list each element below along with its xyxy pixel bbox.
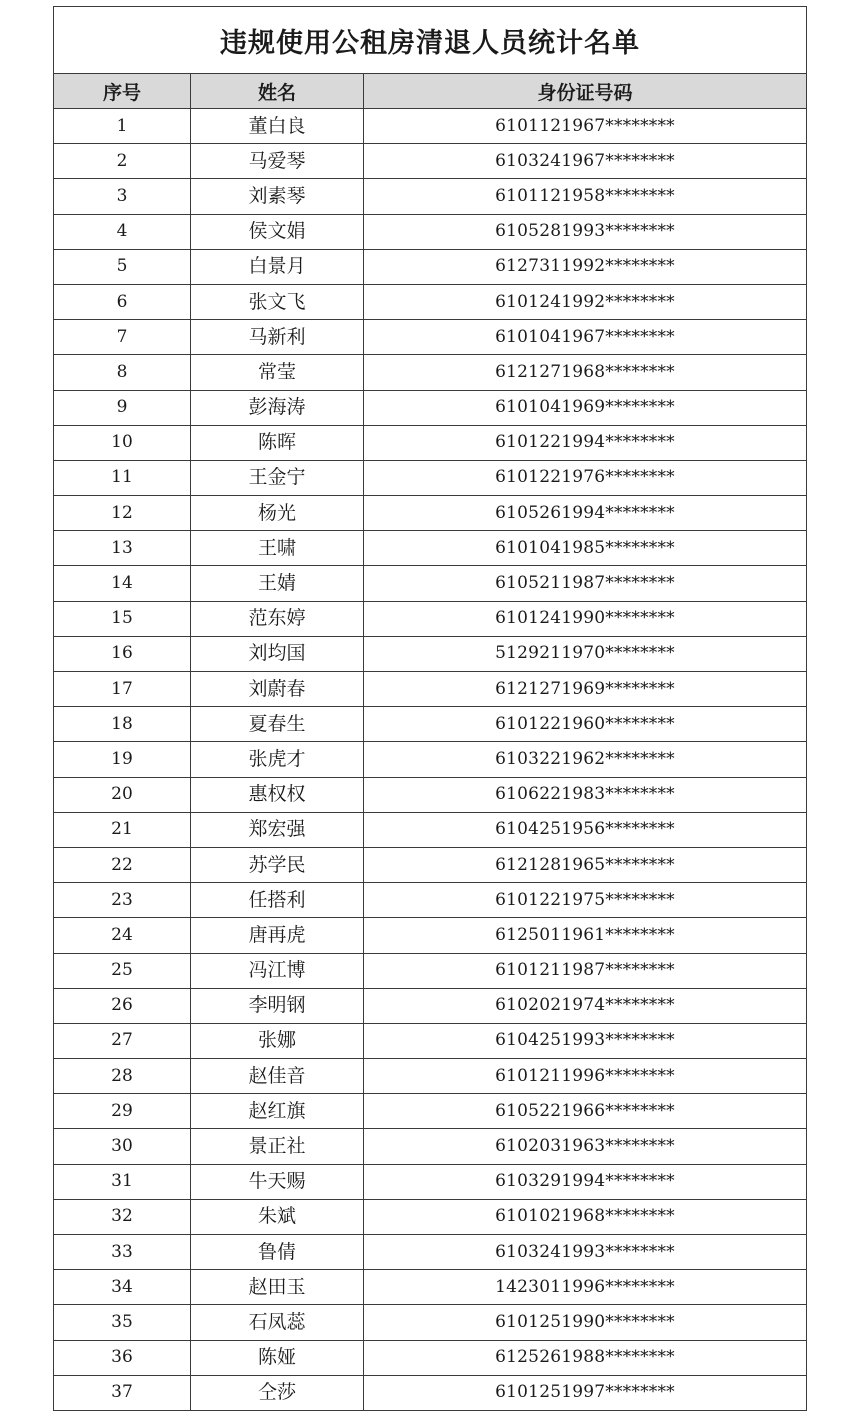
row-name: 赵红旗 bbox=[191, 1094, 364, 1129]
table-row bbox=[54, 1199, 807, 1234]
table-row bbox=[54, 566, 807, 601]
row-id-number: 5129211970******** bbox=[364, 636, 807, 671]
row-id-number: 6101041967******** bbox=[364, 320, 807, 355]
table-row bbox=[54, 1164, 807, 1199]
row-serial-number: 14 bbox=[54, 566, 191, 601]
row-name: 彭海涛 bbox=[191, 390, 364, 425]
row-serial-number: 10 bbox=[54, 425, 191, 460]
table-row bbox=[54, 918, 807, 953]
row-id-number: 6101211996******** bbox=[364, 1059, 807, 1094]
row-id-number: 6105221966******** bbox=[364, 1094, 807, 1129]
row-id-number: 6125011961******** bbox=[364, 918, 807, 953]
row-id-number: 6103291994******** bbox=[364, 1164, 807, 1199]
table-row bbox=[54, 1270, 807, 1305]
row-serial-number: 31 bbox=[54, 1164, 191, 1199]
row-id-number: 6101241992******** bbox=[364, 284, 807, 319]
row-name: 赵田玉 bbox=[191, 1270, 364, 1305]
row-serial-number: 6 bbox=[54, 284, 191, 319]
row-id-number: 6127311992******** bbox=[364, 249, 807, 284]
row-name: 唐再虎 bbox=[191, 918, 364, 953]
row-serial-number: 27 bbox=[54, 1023, 191, 1058]
table-row bbox=[54, 320, 807, 355]
table-row bbox=[54, 214, 807, 249]
row-serial-number: 26 bbox=[54, 988, 191, 1023]
row-name: 白景月 bbox=[191, 249, 364, 284]
header-row bbox=[54, 74, 807, 109]
row-serial-number: 28 bbox=[54, 1059, 191, 1094]
row-id-number: 6121271968******** bbox=[364, 355, 807, 390]
table-row bbox=[54, 1023, 807, 1058]
roster-sheet bbox=[53, 6, 806, 1411]
row-id-number: 6101041985******** bbox=[364, 531, 807, 566]
header-serial-number: 序号 bbox=[54, 74, 191, 109]
row-name: 李明钢 bbox=[191, 988, 364, 1023]
table-row bbox=[54, 777, 807, 812]
row-serial-number: 25 bbox=[54, 953, 191, 988]
row-serial-number: 19 bbox=[54, 742, 191, 777]
row-id-number: 6101121958******** bbox=[364, 179, 807, 214]
table-row bbox=[54, 425, 807, 460]
table-row bbox=[54, 1129, 807, 1164]
table-row bbox=[54, 1235, 807, 1270]
row-id-number: 6121281965******** bbox=[364, 847, 807, 882]
row-serial-number: 17 bbox=[54, 672, 191, 707]
row-id-number: 6101251990******** bbox=[364, 1305, 807, 1340]
row-id-number: 6121271969******** bbox=[364, 672, 807, 707]
row-id-number: 1423011996******** bbox=[364, 1270, 807, 1305]
table-row bbox=[54, 672, 807, 707]
row-serial-number: 5 bbox=[54, 249, 191, 284]
row-id-number: 6101221976******** bbox=[364, 460, 807, 495]
row-serial-number: 2 bbox=[54, 144, 191, 179]
row-id-number: 6105261994******** bbox=[364, 496, 807, 531]
row-name: 景正社 bbox=[191, 1129, 364, 1164]
row-serial-number: 33 bbox=[54, 1235, 191, 1270]
row-name: 刘素琴 bbox=[191, 179, 364, 214]
row-id-number: 6106221983******** bbox=[364, 777, 807, 812]
row-serial-number: 22 bbox=[54, 847, 191, 882]
row-serial-number: 7 bbox=[54, 320, 191, 355]
row-name: 冯江博 bbox=[191, 953, 364, 988]
row-name: 惠权权 bbox=[191, 777, 364, 812]
row-name: 董白良 bbox=[191, 109, 364, 144]
row-serial-number: 13 bbox=[54, 531, 191, 566]
row-id-number: 6105281993******** bbox=[364, 214, 807, 249]
row-serial-number: 16 bbox=[54, 636, 191, 671]
row-name: 张虎才 bbox=[191, 742, 364, 777]
row-id-number: 6101221960******** bbox=[364, 707, 807, 742]
row-name: 刘蔚春 bbox=[191, 672, 364, 707]
roster-table bbox=[53, 6, 807, 1411]
row-serial-number: 9 bbox=[54, 390, 191, 425]
row-name: 杨光 bbox=[191, 496, 364, 531]
row-id-number: 6101251997******** bbox=[364, 1375, 807, 1410]
row-name: 王金宁 bbox=[191, 460, 364, 495]
table-row bbox=[54, 460, 807, 495]
row-serial-number: 32 bbox=[54, 1199, 191, 1234]
table-row bbox=[54, 1059, 807, 1094]
row-name: 张文飞 bbox=[191, 284, 364, 319]
row-name: 张娜 bbox=[191, 1023, 364, 1058]
row-id-number: 6103221962******** bbox=[364, 742, 807, 777]
row-name: 马爱琴 bbox=[191, 144, 364, 179]
row-name: 郑宏强 bbox=[191, 812, 364, 847]
table-row bbox=[54, 1094, 807, 1129]
row-id-number: 6102021974******** bbox=[364, 988, 807, 1023]
row-name: 范东婷 bbox=[191, 601, 364, 636]
row-id-number: 6101211987******** bbox=[364, 953, 807, 988]
row-serial-number: 18 bbox=[54, 707, 191, 742]
table-row bbox=[54, 390, 807, 425]
row-serial-number: 4 bbox=[54, 214, 191, 249]
table-body bbox=[54, 109, 807, 1411]
row-name: 陈娅 bbox=[191, 1340, 364, 1375]
row-serial-number: 34 bbox=[54, 1270, 191, 1305]
row-id-number: 6125261988******** bbox=[364, 1340, 807, 1375]
table-row bbox=[54, 988, 807, 1023]
row-name: 常莹 bbox=[191, 355, 364, 390]
row-serial-number: 1 bbox=[54, 109, 191, 144]
row-serial-number: 21 bbox=[54, 812, 191, 847]
row-name: 侯文娟 bbox=[191, 214, 364, 249]
row-name: 朱斌 bbox=[191, 1199, 364, 1234]
header-name: 姓名 bbox=[191, 74, 364, 109]
row-serial-number: 30 bbox=[54, 1129, 191, 1164]
row-id-number: 6101121967******** bbox=[364, 109, 807, 144]
row-serial-number: 11 bbox=[54, 460, 191, 495]
row-name: 赵佳音 bbox=[191, 1059, 364, 1094]
table-row bbox=[54, 249, 807, 284]
row-name: 牛天赐 bbox=[191, 1164, 364, 1199]
table-row bbox=[54, 953, 807, 988]
table-row bbox=[54, 355, 807, 390]
row-id-number: 6104251956******** bbox=[364, 812, 807, 847]
row-serial-number: 36 bbox=[54, 1340, 191, 1375]
row-serial-number: 23 bbox=[54, 883, 191, 918]
table-row bbox=[54, 847, 807, 882]
table-row bbox=[54, 601, 807, 636]
table-row bbox=[54, 144, 807, 179]
row-name: 仝莎 bbox=[191, 1375, 364, 1410]
row-name: 鲁倩 bbox=[191, 1235, 364, 1270]
row-name: 苏学民 bbox=[191, 847, 364, 882]
row-serial-number: 3 bbox=[54, 179, 191, 214]
row-id-number: 6101041969******** bbox=[364, 390, 807, 425]
table-row bbox=[54, 707, 807, 742]
table-row bbox=[54, 496, 807, 531]
table-row bbox=[54, 531, 807, 566]
table-row bbox=[54, 883, 807, 918]
row-serial-number: 8 bbox=[54, 355, 191, 390]
table-row bbox=[54, 109, 807, 144]
row-id-number: 6101021968******** bbox=[364, 1199, 807, 1234]
row-name: 王婧 bbox=[191, 566, 364, 601]
row-name: 夏春生 bbox=[191, 707, 364, 742]
row-id-number: 6101221975******** bbox=[364, 883, 807, 918]
table-row bbox=[54, 1305, 807, 1340]
row-id-number: 6103241993******** bbox=[364, 1235, 807, 1270]
row-id-number: 6101241990******** bbox=[364, 601, 807, 636]
row-serial-number: 29 bbox=[54, 1094, 191, 1129]
table-row bbox=[54, 284, 807, 319]
row-id-number: 6105211987******** bbox=[364, 566, 807, 601]
row-id-number: 6101221994******** bbox=[364, 425, 807, 460]
row-serial-number: 24 bbox=[54, 918, 191, 953]
row-name: 马新利 bbox=[191, 320, 364, 355]
row-serial-number: 20 bbox=[54, 777, 191, 812]
row-id-number: 6102031963******** bbox=[364, 1129, 807, 1164]
row-name: 王啸 bbox=[191, 531, 364, 566]
table-row bbox=[54, 812, 807, 847]
table-row bbox=[54, 179, 807, 214]
table-row bbox=[54, 1375, 807, 1410]
header-id-number: 身份证号码 bbox=[364, 74, 807, 109]
row-serial-number: 37 bbox=[54, 1375, 191, 1410]
table-row bbox=[54, 742, 807, 777]
table-row bbox=[54, 636, 807, 671]
table-row bbox=[54, 1340, 807, 1375]
row-id-number: 6104251993******** bbox=[364, 1023, 807, 1058]
row-name: 陈晖 bbox=[191, 425, 364, 460]
row-name: 任搭利 bbox=[191, 883, 364, 918]
row-serial-number: 35 bbox=[54, 1305, 191, 1340]
row-serial-number: 15 bbox=[54, 601, 191, 636]
row-id-number: 6103241967******** bbox=[364, 144, 807, 179]
row-name: 石凤蕊 bbox=[191, 1305, 364, 1340]
row-name: 刘均国 bbox=[191, 636, 364, 671]
table-title: 违规使用公租房清退人员统计名单 bbox=[54, 7, 807, 74]
row-serial-number: 12 bbox=[54, 496, 191, 531]
